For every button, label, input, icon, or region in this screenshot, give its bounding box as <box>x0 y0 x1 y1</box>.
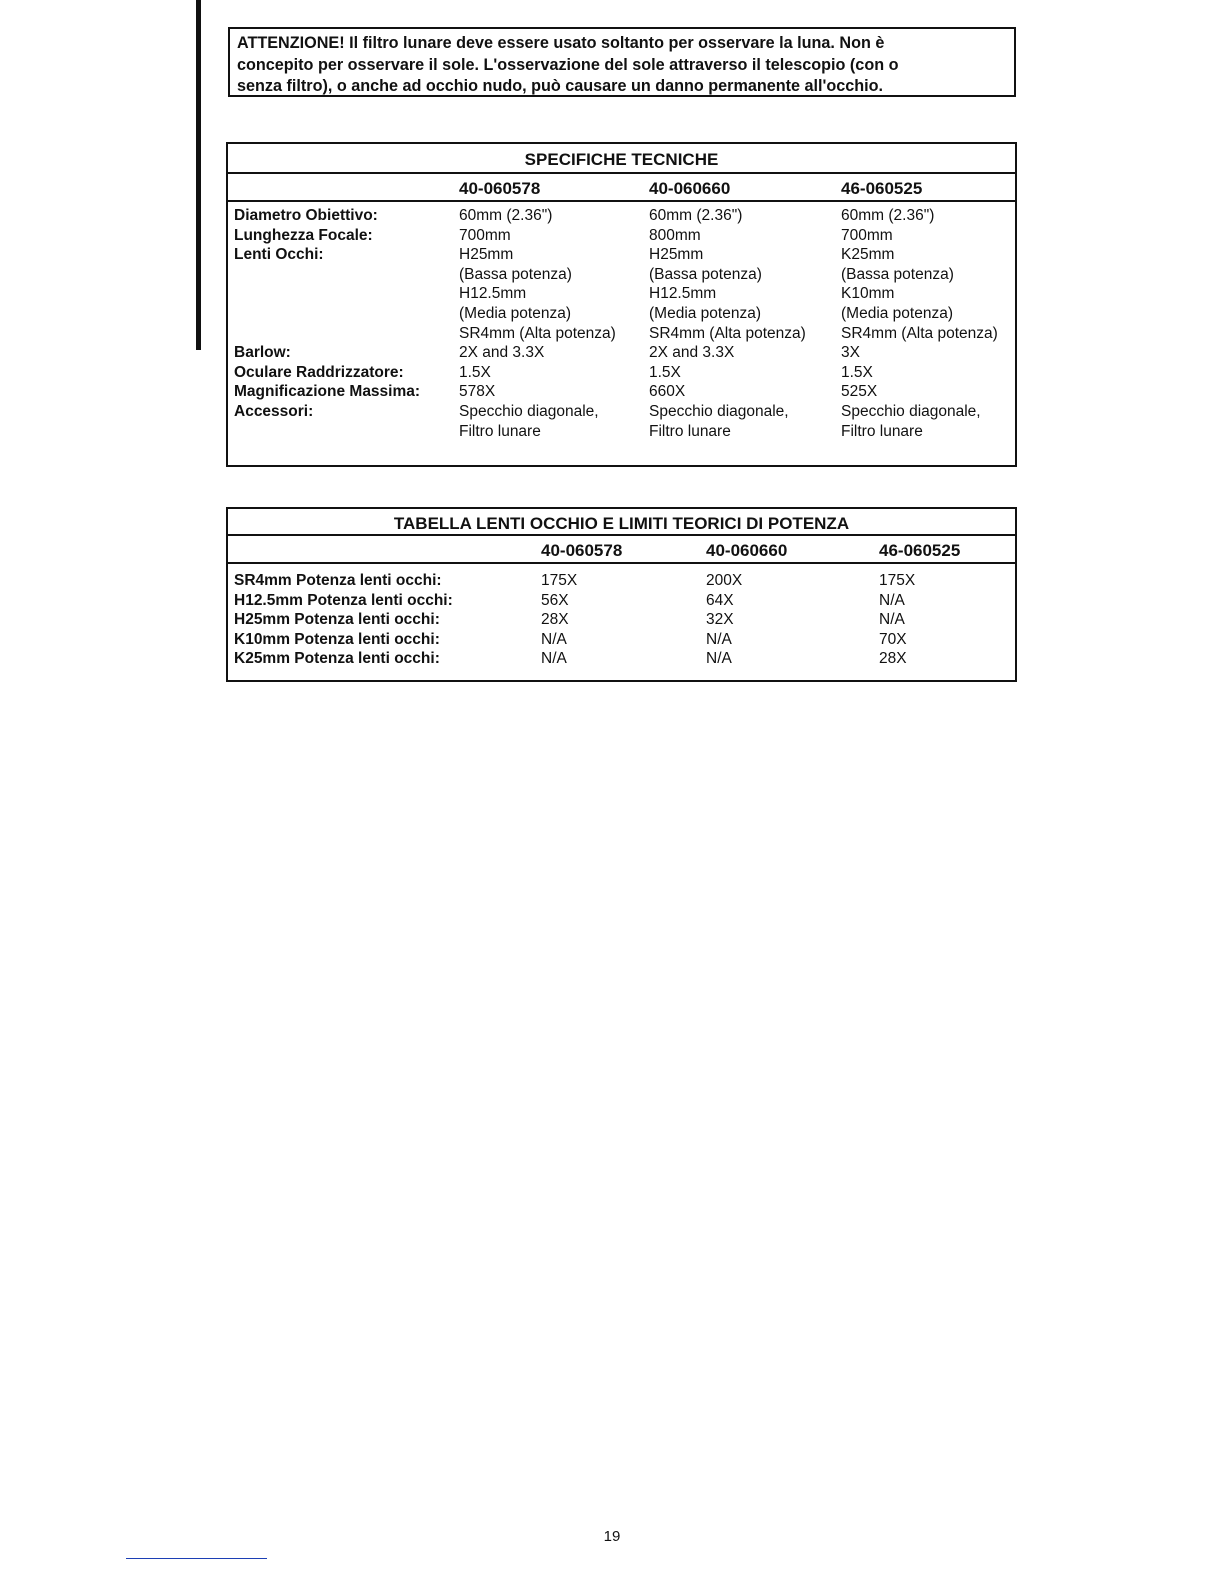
lens-cell: 70X <box>879 630 907 648</box>
spec-row <box>228 364 1015 384</box>
spec-cell: H25mm <box>459 246 514 264</box>
spec-cell: (Media potenza) <box>649 304 762 322</box>
spec-cell: 2X and 3.3X <box>459 344 545 362</box>
lens-row-label: H12.5mm Potenza lenti occhi: <box>234 591 453 609</box>
spec-row <box>228 383 1015 403</box>
spec-row-label: Magnificazione Massima: <box>234 383 421 401</box>
model-header: 40-060660 <box>649 179 731 198</box>
model-header: 40-060578 <box>459 179 541 198</box>
spec-cell: Filtro lunare <box>649 422 731 440</box>
model-header: 46-060525 <box>879 541 961 560</box>
spec-cell: (Media potenza) <box>841 304 954 322</box>
lens-row <box>228 611 1015 631</box>
spec-cell: Specchio diagonale, <box>649 402 789 420</box>
spec-cell: 60mm (2.36") <box>459 207 553 224</box>
page-number: 19 <box>603 1528 621 1545</box>
spec-row <box>228 325 1015 345</box>
lens-cell: N/A <box>541 630 567 648</box>
spec-header-row <box>228 174 1015 202</box>
spec-cell: 60mm (2.36") <box>841 207 935 224</box>
spec-row <box>228 285 1015 305</box>
lens-row-label: K10mm Potenza lenti occhi: <box>234 630 440 648</box>
lens-cell: 175X <box>879 572 916 589</box>
spec-cell: Specchio diagonale, <box>841 402 981 420</box>
warning-line: ATTENZIONE! Il filtro lunare deve essere usato soltanto per osservare la luna. Non è <box>237 34 885 52</box>
spec-row-label: Diametro Obiettivo: <box>234 207 378 224</box>
warning-box <box>228 27 1016 97</box>
spec-row-label: Accessori: <box>234 402 314 420</box>
spec-cell: K10mm <box>841 285 895 303</box>
lens-row <box>228 631 1015 651</box>
spec-cell: SR4mm (Alta potenza) <box>841 324 998 342</box>
lens-cell: N/A <box>879 591 905 609</box>
spec-row <box>228 403 1015 423</box>
spec-row-label: Oculare Raddrizzatore: <box>234 363 404 381</box>
spec-cell: (Bassa potenza) <box>649 265 762 283</box>
lens-row <box>228 650 1015 670</box>
spec-cell: H12.5mm <box>649 285 717 303</box>
spec-cell: 60mm (2.36") <box>649 207 743 224</box>
spec-row <box>228 266 1015 286</box>
spec-cell: 1.5X <box>459 363 491 381</box>
warning-line: concepito per osservare il sole. L'osservazione del sole attraverso il telescopio (con o <box>237 55 899 74</box>
footer-rule <box>126 1558 267 1559</box>
lens-cell: 56X <box>541 591 569 609</box>
lens-cell: N/A <box>879 611 905 629</box>
lens-power-table <box>226 507 1017 682</box>
lens-row-label: H25mm Potenza lenti occhi: <box>234 611 440 629</box>
lens-cell: 32X <box>706 611 734 629</box>
spec-row-label: Lenti Occhi: <box>234 246 324 264</box>
spec-cell: H25mm <box>649 246 704 264</box>
spec-row <box>228 227 1015 247</box>
lens-cell: 28X <box>879 650 907 668</box>
lens-table-title: TABELLA LENTI OCCHIO E LIMITI TEORICI DI POTENZA <box>228 509 1015 536</box>
model-header: 40-060660 <box>706 541 788 560</box>
spec-row <box>228 207 1015 227</box>
spec-cell: Specchio diagonale, <box>459 402 599 420</box>
lens-row <box>228 572 1015 592</box>
spec-cell: 800mm <box>649 226 701 244</box>
spec-table-title: SPECIFICHE TECNICHE <box>228 144 1015 174</box>
spec-cell: Filtro lunare <box>841 422 923 440</box>
spec-row <box>228 246 1015 266</box>
lens-table-body <box>228 564 1015 670</box>
lens-cell: 64X <box>706 591 734 609</box>
spec-row-label: Barlow: <box>234 344 291 362</box>
spec-cell: 1.5X <box>841 363 873 381</box>
spec-table <box>226 142 1017 467</box>
lens-cell: 175X <box>541 572 578 589</box>
spec-cell: (Bassa potenza) <box>841 265 954 283</box>
lens-row-label: SR4mm Potenza lenti occhi: <box>234 572 442 589</box>
spec-cell: 700mm <box>841 226 893 244</box>
spec-row <box>228 305 1015 325</box>
lens-cell: 200X <box>706 572 743 589</box>
spec-cell: H12.5mm <box>459 285 527 303</box>
spec-cell: 578X <box>459 383 496 401</box>
spec-cell: SR4mm (Alta potenza) <box>649 324 806 342</box>
spec-cell: 2X and 3.3X <box>649 344 735 362</box>
lens-cell: N/A <box>706 650 732 668</box>
spec-cell: 525X <box>841 383 878 401</box>
spec-cell: 1.5X <box>649 363 681 381</box>
spec-row <box>228 423 1015 443</box>
lens-row <box>228 592 1015 612</box>
lens-row-label: K25mm Potenza lenti occhi: <box>234 650 440 668</box>
lens-cell: N/A <box>706 630 732 648</box>
model-header: 46-060525 <box>841 179 923 198</box>
spec-cell: K25mm <box>841 246 895 264</box>
spec-row-label: Lunghezza Focale: <box>234 226 373 244</box>
spec-cell: Filtro lunare <box>459 422 541 440</box>
spec-row <box>228 344 1015 364</box>
spec-cell: (Media potenza) <box>459 304 572 322</box>
lens-cell: 28X <box>541 611 569 629</box>
spec-cell: 660X <box>649 383 686 401</box>
spec-cell: SR4mm (Alta potenza) <box>459 324 616 342</box>
warning-line: senza filtro), o anche ad occhio nudo, può causare un danno permanente all'occhio. <box>237 77 884 95</box>
scan-edge-mark <box>196 0 201 350</box>
spec-table-body <box>228 202 1015 442</box>
spec-cell: 700mm <box>459 226 511 244</box>
spec-cell: 3X <box>841 344 860 362</box>
lens-cell: N/A <box>541 650 567 668</box>
spec-cell: (Bassa potenza) <box>459 265 572 283</box>
lens-header-row <box>228 536 1015 564</box>
model-header: 40-060578 <box>541 541 623 560</box>
